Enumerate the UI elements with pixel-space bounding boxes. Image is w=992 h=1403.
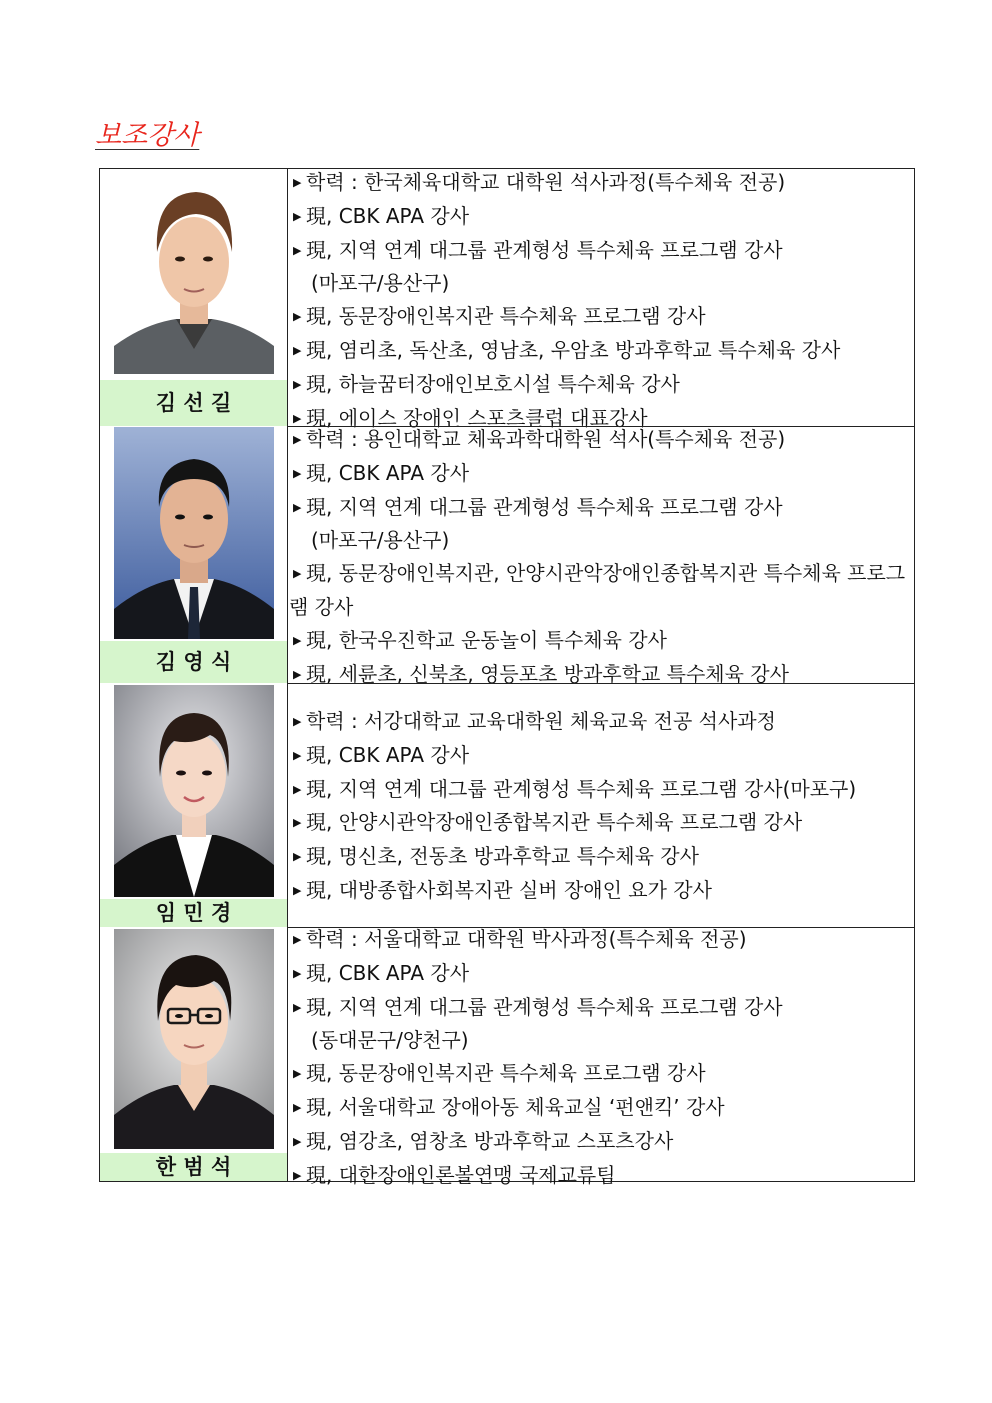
detail-line: ▶ 학력 : 서강대학교 교육대학원 체육교육 전공 석사과정: [293, 705, 910, 739]
detail-line: ▶ 現, CBK APA 강사: [293, 457, 910, 491]
instructor-name: 임 민 경: [100, 899, 287, 927]
detail-line: ▶ 現, 명신초, 전동초 방과후학교 특수체육 강사: [293, 840, 910, 874]
instructor-photo: [114, 685, 274, 897]
detail-line: ▶ 現, 세륜초, 신북초, 영등포초 방과후학교 특수체육 강사: [293, 658, 910, 692]
bullet-triangle-icon: ▶: [293, 782, 302, 796]
instructor-row: [100, 426, 914, 686]
bullet-triangle-icon: ▶: [293, 310, 302, 324]
detail-line: ▶ 現, 동문장애인복지관 특수체육 프로그램 강사: [293, 300, 910, 334]
detail-line: (마포구/용산구): [311, 271, 450, 296]
bullet-triangle-icon: ▶: [293, 466, 302, 480]
detail-line: ▶ 現, CBK APA 강사: [293, 739, 910, 773]
bullet-triangle-icon: ▶: [293, 883, 302, 897]
instructor-name: 한 범 석: [100, 1153, 287, 1181]
detail-line: ▶ 現, 염리초, 독산초, 영남초, 우암초 방과후학교 특수체육 강사: [293, 334, 910, 368]
bullet-triangle-icon: ▶: [293, 715, 302, 728]
detail-line: ▶ 現, 하늘꿈터장애인보호시설 특수체육 강사: [293, 368, 910, 402]
detail-line: ▶ 학력 : 용인대학교 체육과학대학원 석사(특수체육 전공): [293, 423, 910, 457]
instructor-row: [100, 683, 914, 927]
photo-cell: [100, 683, 288, 927]
detail-line: ▶ 現, 서울대학교 장애아동 체육교실 ‘펀앤킥’ 강사: [293, 1091, 910, 1125]
bullet-triangle-icon: ▶: [293, 433, 302, 446]
bullet-triangle-icon: ▶: [293, 633, 302, 647]
bullet-triangle-icon: ▶: [293, 1067, 302, 1081]
instructor-row: [100, 927, 914, 1187]
instructor-photo: [114, 174, 274, 374]
detail-line: ▶ 現, CBK APA 강사: [293, 957, 910, 991]
instructor-details: [289, 423, 910, 691]
bullet-triangle-icon: ▶: [293, 243, 302, 257]
detail-line: ▶ 現, 에이스 장애인 스포츠클럽 대표강사: [293, 402, 910, 436]
bullet-triangle-icon: ▶: [293, 850, 302, 864]
instructor-name: 김 영 식: [100, 641, 287, 683]
instructor-photo: [114, 427, 274, 639]
bullet-triangle-icon: ▶: [293, 1168, 302, 1182]
detail-line: (동대문구/양천구): [311, 1028, 469, 1053]
detail-line: ▶ 現, 지역 연계 대그룹 관계형성 특수체육 프로그램 강사: [293, 234, 910, 268]
detail-line: ▶ 학력 : 한국체육대학교 대학원 석사과정(특수체육 전공): [293, 166, 910, 200]
bullet-triangle-icon: ▶: [293, 816, 302, 830]
bullet-triangle-icon: ▶: [293, 1100, 302, 1114]
section-title: 보조강사: [95, 120, 200, 151]
detail-line: ▶ 現, 동문장애인복지관, 안양시관악장애인종합복지관 특수체육 프로그: [293, 557, 910, 591]
photo-cell: [100, 426, 288, 683]
detail-line: ▶ 現, 안양시관악장애인종합복지관 특수체육 프로그램 강사: [293, 806, 910, 840]
bullet-triangle-icon: ▶: [293, 176, 302, 189]
bullet-triangle-icon: ▶: [293, 411, 302, 425]
bullet-triangle-icon: ▶: [293, 748, 302, 762]
instructor-row: [100, 169, 914, 430]
instructor-details: [293, 705, 910, 908]
detail-line: ▶ 現, 대방종합사회복지관 실버 장애인 요가 강사: [293, 874, 910, 908]
instructor-photo: [114, 929, 274, 1149]
row-divider: [288, 683, 914, 684]
bullet-triangle-icon: ▶: [293, 343, 302, 357]
detail-line: ▶ 現, 동문장애인복지관 특수체육 프로그램 강사: [293, 1057, 910, 1091]
detail-line: ▶ 現, 지역 연계 대그룹 관계형성 특수체육 프로그램 강사(마포구): [293, 773, 910, 807]
instructor-details: [293, 166, 910, 435]
detail-line: ▶ 現, 지역 연계 대그룹 관계형성 특수체육 프로그램 강사: [293, 991, 910, 1025]
bullet-triangle-icon: ▶: [293, 1134, 302, 1148]
bullet-triangle-icon: ▶: [293, 209, 302, 223]
detail-line: ▶ 現, 염강초, 염창초 방과후학교 스포츠강사: [293, 1125, 910, 1159]
photo-cell: [100, 927, 288, 1181]
photo-cell: [100, 169, 288, 426]
detail-line: ▶ 現, 지역 연계 대그룹 관계형성 특수체육 프로그램 강사: [293, 491, 910, 525]
detail-line: ▶ 現, CBK APA 강사: [293, 200, 910, 234]
instructor-table: [99, 168, 915, 1187]
detail-line: ▶ 학력 : 서울대학교 대학원 박사과정(특수체육 전공): [293, 923, 910, 957]
bullet-triangle-icon: ▶: [293, 1000, 302, 1014]
instructor-details: [293, 923, 910, 1192]
bullet-triangle-icon: ▶: [293, 966, 302, 980]
bullet-triangle-icon: ▶: [293, 500, 302, 514]
instructor-name: 김 선 길: [100, 380, 287, 426]
detail-line: ▶ 現, 대한장애인론볼연맹 국제교류팀: [293, 1159, 910, 1193]
detail-line: ▶ 現, 한국우진학교 운동놀이 특수체육 강사: [293, 624, 910, 658]
bullet-triangle-icon: ▶: [293, 667, 302, 681]
bullet-triangle-icon: ▶: [293, 567, 302, 581]
detail-line: (마포구/용산구): [311, 528, 450, 553]
detail-line: 램 강사: [289, 594, 354, 619]
bullet-triangle-icon: ▶: [293, 377, 302, 391]
bullet-triangle-icon: ▶: [293, 933, 302, 946]
